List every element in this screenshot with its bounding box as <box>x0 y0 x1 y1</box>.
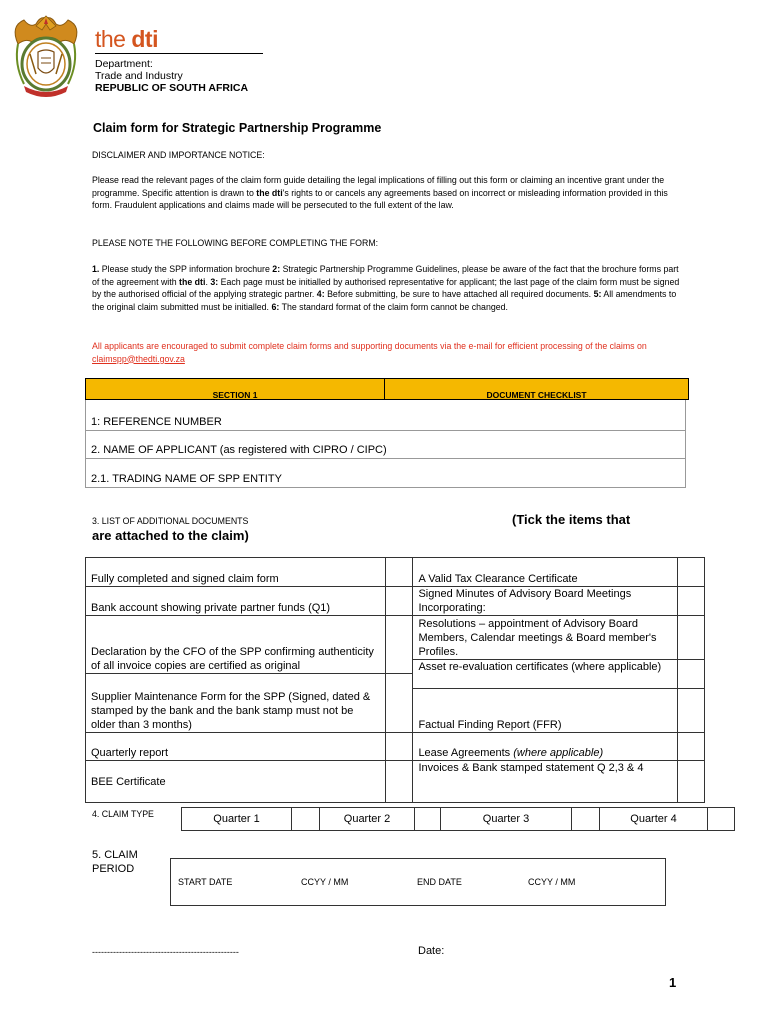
quarter-2-label: Quarter 2 <box>320 808 415 831</box>
trading-name-field[interactable]: 2.1. TRADING NAME OF SPP ENTITY <box>91 473 282 485</box>
note-num-1: 1. <box>92 264 100 274</box>
checkbox-ffr[interactable] <box>678 689 705 733</box>
note-text-2: Strategic Partnership Programme Guidelines, please be aware of the fact that the brochure forms part of the agreement with <box>92 264 679 287</box>
quarter-4-checkbox[interactable] <box>708 808 735 831</box>
table-row <box>86 558 705 587</box>
signature-line[interactable]: ------------------------------------------------- <box>92 947 239 957</box>
claim-period-table <box>170 858 666 906</box>
brand-the: the <box>95 26 126 52</box>
doc-tax-clearance: A Valid Tax Clearance Certificate <box>413 558 678 587</box>
checkbox-asset-revaluation[interactable] <box>678 660 705 689</box>
quarter-2-checkbox[interactable] <box>415 808 441 831</box>
dept-line-3: REPUBLIC OF SOUTH AFRICA <box>95 82 249 94</box>
table-row <box>86 733 705 761</box>
document-checklist-label: DOCUMENT CHECKLIST <box>486 390 587 400</box>
note-num-6: 6: <box>271 301 280 312</box>
checkbox-lease[interactable] <box>678 733 705 761</box>
table-row <box>86 616 705 660</box>
table-row <box>86 761 705 803</box>
doc-lease-note: (where applicable) <box>513 747 604 759</box>
doc-bee-certificate: BEE Certificate <box>86 761 386 803</box>
note-text-6: The standard format of the claim form cannot be changed. <box>279 301 508 312</box>
doc-asset-revaluation: Asset re-evaluation certificates (where applicable) <box>413 660 678 689</box>
checkbox-invoices[interactable] <box>678 761 705 803</box>
note-text-1: Please study the SPP information brochure <box>99 264 273 274</box>
dept-line-2: Trade and Industry <box>95 70 183 82</box>
applicant-name-field[interactable]: 2. NAME OF APPLICANT (as registered with CIPRO / CIPC) <box>91 444 387 456</box>
brand-divider <box>95 53 263 54</box>
form-title: Claim form for Strategic Partnership Programme <box>93 121 382 135</box>
section-1-header <box>85 378 689 400</box>
disclaimer-bold: the dti <box>256 187 283 198</box>
quarter-1-checkbox[interactable] <box>292 808 320 831</box>
disclaimer-heading: DISCLAIMER AND IMPORTANCE NOTICE: <box>92 150 265 160</box>
row-divider <box>86 458 685 459</box>
doc-invoices: Invoices & Bank stamped statement Q 2,3 & 4 <box>413 761 678 803</box>
row-divider <box>86 430 685 431</box>
end-date-label: END DATE <box>410 859 521 906</box>
doc-claim-form: Fully completed and signed claim form <box>86 558 386 587</box>
note-text-5: All amendments to the original claim submitted must be initialled. <box>92 289 677 312</box>
email-link[interactable]: claimspp@thedti.gov.za <box>92 353 185 364</box>
email-notice <box>92 340 682 365</box>
date-label: Date: <box>418 945 445 957</box>
doc-lease <box>413 733 678 761</box>
department-block <box>95 58 248 94</box>
dti-brand <box>95 26 158 53</box>
additional-docs-label: 3. LIST OF ADDITIONAL DOCUMENTS <box>92 516 249 526</box>
doc-bank-account: Bank account showing private partner funds (Q1) <box>86 587 386 616</box>
checkbox-claim-form[interactable] <box>385 558 413 587</box>
note-text-2b: . <box>205 276 211 287</box>
disclaimer-part-2: 's rights to or cancels any agreements based on incorrect or misleading information provided in this form. Fraudulent applications and claims made will be persecuted to the full extent of the law. <box>92 187 668 210</box>
claim-type-table <box>181 807 735 831</box>
doc-cfo-declaration: Declaration by the CFO of the SPP confirming authenticity of all invoice copies are certified as original <box>86 616 386 674</box>
section-1-label: SECTION 1 <box>86 379 385 399</box>
disclaimer-part-1: Please read the relevant pages of the claim form guide detailing the legal implications of filling out this form or claiming an incentive grant under the programme. Specific attention is drawn to <box>92 175 665 198</box>
doc-resolutions: Resolutions – appointment of Advisory Board Members, Calendar meetings & Board member's Profiles. <box>413 616 678 660</box>
note-num-2: 2: <box>272 264 281 274</box>
tick-note-a: (Tick the items that <box>512 512 631 527</box>
doc-lease-text: Lease Agreements <box>418 747 514 759</box>
start-date-field[interactable]: CCYY / MM <box>294 859 410 906</box>
dept-line-1: Department: <box>95 58 153 70</box>
note-num-4: 4: <box>316 289 325 299</box>
note-num-5: 5: <box>593 289 602 299</box>
doc-board-minutes: Signed Minutes of Advisory Board Meetings Incorporating: <box>413 587 678 616</box>
page-number: 1 <box>669 975 677 990</box>
note-text-4: Before submitting, be sure to have attached all required documents. <box>324 289 594 299</box>
note-heading: PLEASE NOTE THE FOLLOWING BEFORE COMPLETING THE FORM: <box>92 238 379 248</box>
quarter-3-label: Quarter 3 <box>441 808 572 831</box>
checkbox-cfo-declaration[interactable] <box>385 616 413 674</box>
applicant-details-box <box>85 400 686 488</box>
doc-supplier-form: Supplier Maintenance Form for the SPP (Signed, dated & stamped by the bank and the bank stamp must not be older than 3 months) <box>86 674 386 733</box>
start-date-label: START DATE <box>171 859 295 906</box>
reference-number-field[interactable]: 1: REFERENCE NUMBER <box>91 416 222 428</box>
checkbox-board-minutes[interactable] <box>678 587 705 616</box>
claim-period-label: 5. CLAIM PERIOD <box>92 849 138 875</box>
claim-type-label: 4. CLAIM TYPE <box>92 809 154 819</box>
note-text-3: Each page must be initialled by authorised representative for applicant; the last page of the claim form must be signed by the authorised official of the applying strategic partner. <box>92 276 680 299</box>
table-row <box>86 587 705 616</box>
coat-of-arms-logo <box>10 14 82 100</box>
note-dti: the dti <box>179 276 206 287</box>
doc-quarterly-report: Quarterly report <box>86 733 386 761</box>
checkbox-bank-account[interactable] <box>385 587 413 616</box>
checkbox-supplier-form[interactable] <box>385 674 413 733</box>
end-date-field[interactable]: CCYY / MM <box>521 859 666 906</box>
quarter-4-label: Quarter 4 <box>600 808 708 831</box>
tick-note-b: are attached to the claim) <box>92 528 249 543</box>
disclaimer-text <box>92 174 682 212</box>
brand-dti: dti <box>131 26 158 52</box>
notes-text <box>92 263 682 313</box>
quarter-3-checkbox[interactable] <box>572 808 600 831</box>
checkbox-tax-clearance[interactable] <box>678 558 705 587</box>
checkbox-resolutions[interactable] <box>678 616 705 660</box>
email-notice-text: All applicants are encouraged to submit complete claim forms and supporting documents via the e-mail for efficient processing of the claims on <box>92 341 647 351</box>
note-num-3: 3: <box>210 276 219 287</box>
quarter-1-label: Quarter 1 <box>182 808 292 831</box>
documents-checklist-table <box>85 557 705 803</box>
doc-ffr: Factual Finding Report (FFR) <box>413 689 678 733</box>
checkbox-bee-certificate[interactable] <box>385 761 413 803</box>
checkbox-quarterly-report[interactable] <box>385 733 413 761</box>
